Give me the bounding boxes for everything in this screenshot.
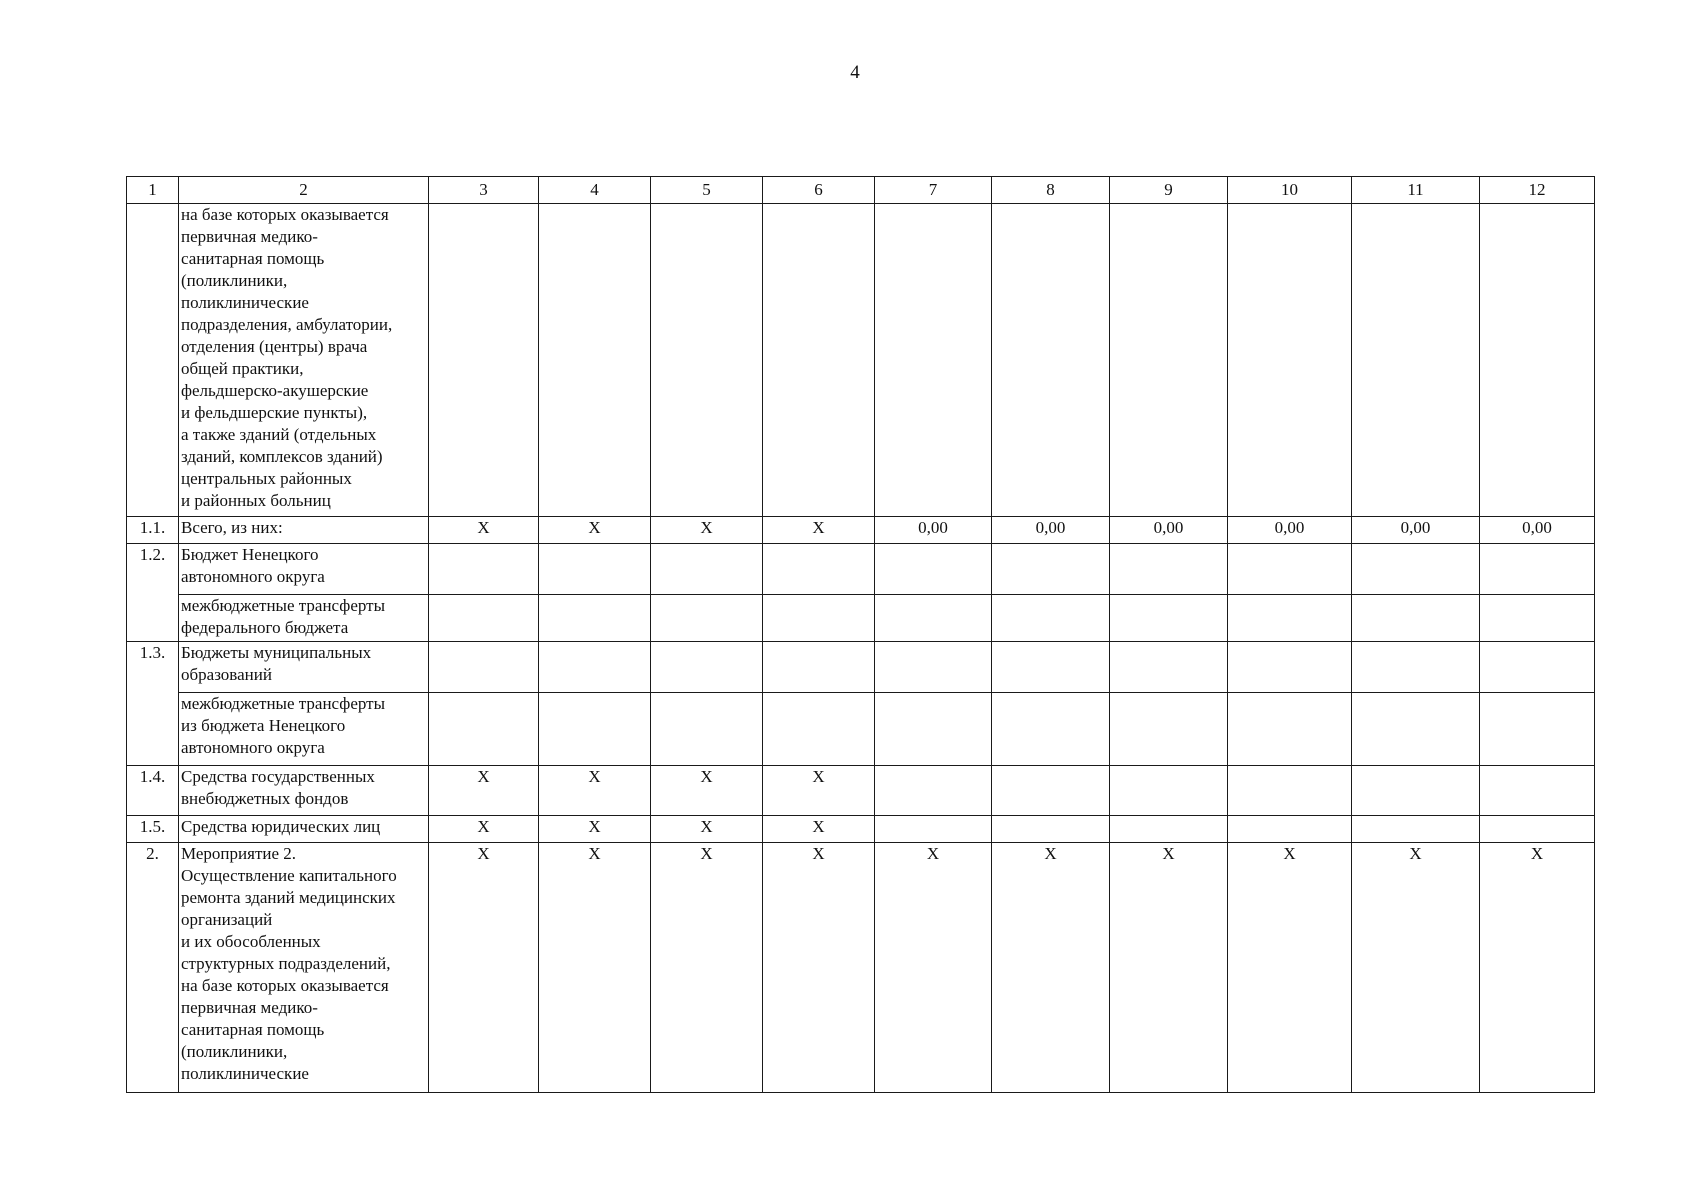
row-number: 1.5. [127, 816, 179, 843]
table-cell [1352, 642, 1480, 693]
table-cell [992, 642, 1110, 693]
table-cell [1228, 204, 1352, 517]
table-cell: X [1110, 843, 1228, 1093]
table-cell [429, 204, 539, 517]
table-cell: X [429, 843, 539, 1093]
table-cell [651, 204, 763, 517]
table-cell: 0,00 [1352, 517, 1480, 544]
table-row [127, 204, 1595, 517]
table-cell: X [651, 517, 763, 544]
table-cell [651, 544, 763, 595]
budget-table [126, 176, 1595, 1093]
table-cell: X [992, 843, 1110, 1093]
table-cell [992, 544, 1110, 595]
table-cell [1352, 204, 1480, 517]
table-row [127, 517, 1595, 544]
column-header: 11 [1352, 177, 1480, 204]
table-cell [429, 595, 539, 642]
column-header: 1 [127, 177, 179, 204]
table-cell: X [1228, 843, 1352, 1093]
table-cell [875, 595, 992, 642]
table-cell [763, 642, 875, 693]
table-cell [1480, 816, 1595, 843]
table-cell: 0,00 [1110, 517, 1228, 544]
table-cell: X [539, 766, 651, 816]
row-number [127, 204, 179, 517]
table-cell [992, 693, 1110, 766]
table-cell: 0,00 [1228, 517, 1352, 544]
column-header: 2 [179, 177, 429, 204]
table-cell [429, 693, 539, 766]
table-cell [992, 595, 1110, 642]
table-cell [1110, 544, 1228, 595]
table-cell [1352, 544, 1480, 595]
table-cell [1480, 544, 1595, 595]
table-cell [875, 544, 992, 595]
table-cell [539, 595, 651, 642]
column-header: 5 [651, 177, 763, 204]
table-cell: X [763, 843, 875, 1093]
table-cell [1352, 816, 1480, 843]
table-row [127, 766, 1595, 816]
row-number: 1.3. [127, 642, 179, 766]
table-row [127, 843, 1595, 1093]
table-cell [875, 204, 992, 517]
table-cell: 0,00 [875, 517, 992, 544]
table-row [127, 816, 1595, 843]
table-cell [539, 204, 651, 517]
table-cell [1480, 595, 1595, 642]
table-cell [1228, 693, 1352, 766]
table-cell: X [539, 517, 651, 544]
table-cell [1228, 816, 1352, 843]
table-cell [1110, 642, 1228, 693]
table-cell: X [539, 816, 651, 843]
table-cell [1480, 204, 1595, 517]
table-cell [1480, 693, 1595, 766]
table-cell: X [763, 766, 875, 816]
table-cell: 0,00 [1480, 517, 1595, 544]
table-cell [1228, 766, 1352, 816]
column-header: 7 [875, 177, 992, 204]
table-cell: X [539, 843, 651, 1093]
table-cell [539, 642, 651, 693]
table-cell [651, 693, 763, 766]
table-row [127, 544, 1595, 595]
table-cell [1228, 595, 1352, 642]
row-label: межбюджетные трансферты из бюджета Ненецкого автономного округа [179, 693, 429, 766]
table-cell: X [651, 766, 763, 816]
table-cell [763, 693, 875, 766]
table-row [127, 595, 1595, 642]
table-cell [1110, 693, 1228, 766]
table-cell [875, 766, 992, 816]
column-header: 10 [1228, 177, 1352, 204]
table-cell [1352, 595, 1480, 642]
table-cell [1480, 766, 1595, 816]
row-label: межбюджетные трансферты федерального бюджета [179, 595, 429, 642]
row-number: 2. [127, 843, 179, 1093]
row-number: 1.4. [127, 766, 179, 816]
row-number: 1.1. [127, 517, 179, 544]
table-cell: X [651, 816, 763, 843]
table-row [127, 642, 1595, 693]
table-cell [1352, 766, 1480, 816]
table-cell [429, 544, 539, 595]
row-label: Мероприятие 2. Осуществление капитального ремонта зданий медицинских организаций и их обособленных структурных подразделений, на базе которых оказывается первичная медико- санитарная помощь (поликлиники, поликлинические [179, 843, 429, 1093]
table-cell [1110, 204, 1228, 517]
table-cell [429, 642, 539, 693]
table-cell [651, 642, 763, 693]
row-label: на базе которых оказывается первичная медико- санитарная помощь (поликлиники, поликлинические подразделения, амбулатории, отделения (центры) врача общей практики, фельдшерско-акушерские и фельдшерские пункты), а также зданий (отдельных зданий, комплексов зданий) центральных районных и районных больниц [179, 204, 429, 517]
table-cell [763, 544, 875, 595]
table-cell [992, 816, 1110, 843]
row-number: 1.2. [127, 544, 179, 642]
table-cell [763, 595, 875, 642]
column-header: 3 [429, 177, 539, 204]
column-header: 8 [992, 177, 1110, 204]
column-header: 12 [1480, 177, 1595, 204]
table-cell [1480, 642, 1595, 693]
column-header: 6 [763, 177, 875, 204]
table-cell: X [429, 517, 539, 544]
table-cell [763, 204, 875, 517]
row-label: Всего, из них: [179, 517, 429, 544]
table-cell [1110, 766, 1228, 816]
table-cell: X [875, 843, 992, 1093]
table-cell: X [429, 766, 539, 816]
table-cell: X [429, 816, 539, 843]
row-label: Средства государственных внебюджетных фондов [179, 766, 429, 816]
table-cell: X [763, 517, 875, 544]
table-cell: X [651, 843, 763, 1093]
column-number-row [127, 177, 1595, 204]
row-label: Бюджеты муниципальных образований [179, 642, 429, 693]
table-cell [539, 693, 651, 766]
column-header: 9 [1110, 177, 1228, 204]
table-cell [1352, 693, 1480, 766]
table-cell [1110, 816, 1228, 843]
table-cell [1228, 544, 1352, 595]
table-cell: X [1352, 843, 1480, 1093]
table-cell [992, 204, 1110, 517]
table-cell: X [1480, 843, 1595, 1093]
page-number: 4 [850, 62, 860, 83]
table-cell: 0,00 [992, 517, 1110, 544]
table-cell [1228, 642, 1352, 693]
table-cell [875, 642, 992, 693]
table-cell [1110, 595, 1228, 642]
table-cell [875, 816, 992, 843]
table-cell: X [763, 816, 875, 843]
column-header: 4 [539, 177, 651, 204]
row-label: Средства юридических лиц [179, 816, 429, 843]
row-label: Бюджет Ненецкого автономного округа [179, 544, 429, 595]
table-row [127, 693, 1595, 766]
table-cell [651, 595, 763, 642]
table-cell [992, 766, 1110, 816]
table-cell [875, 693, 992, 766]
table-cell [539, 544, 651, 595]
